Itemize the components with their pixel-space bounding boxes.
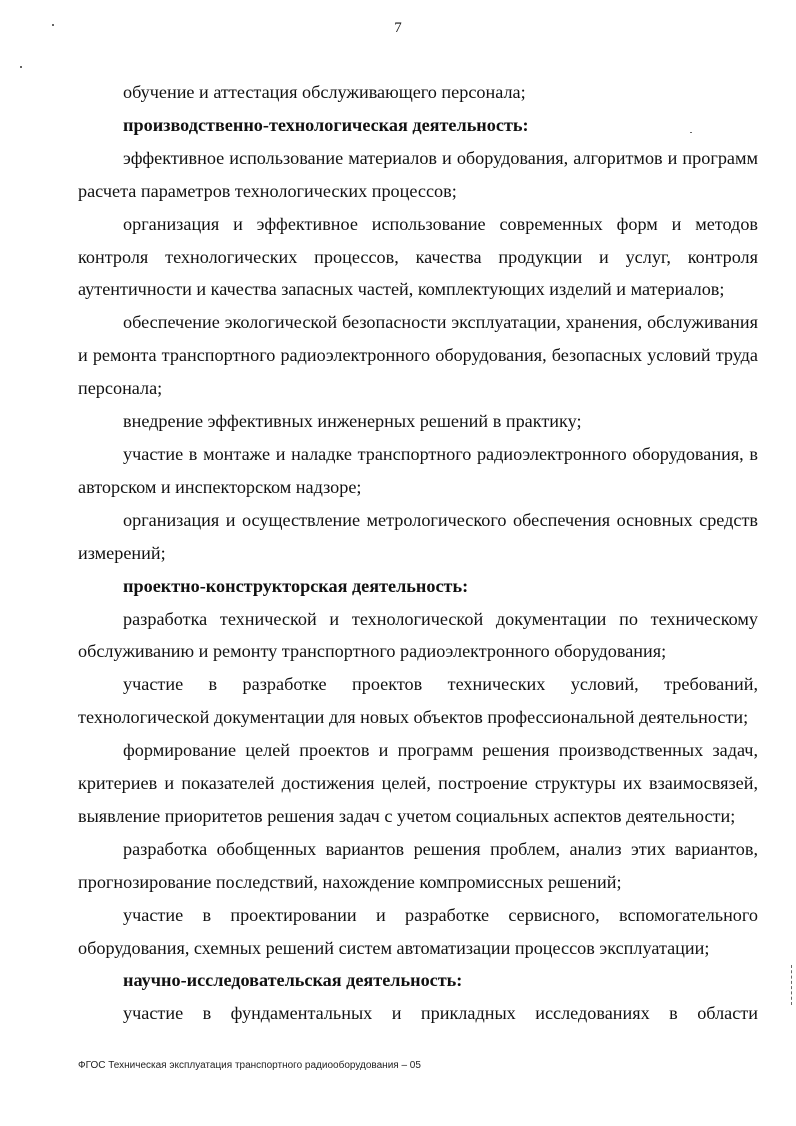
paragraph: организация и осуществление метрологического обеспечения основных средств измерений; [78, 509, 758, 563]
paragraph: участие в проектировании и разработке сервисного, вспомогательного оборудования, схемных решений систем автоматизации процессов эксплуатации; [78, 904, 758, 958]
paragraph: участие в фундаментальных и прикладных исследованиях в области [123, 1003, 758, 1024]
paragraph: участие в монтаже и наладке транспортного радиоэлектронного оборудования, в авторском и инспекторском надзоре; [78, 443, 758, 497]
paragraph: обучение и аттестация обслуживающего персонала; [123, 82, 526, 102]
section-heading: научно-исследовательская деятельность: [123, 970, 463, 991]
paragraph: организация и эффективное использование современных форм и методов контроля технологических процессов, качества продукции и услуг, контроля аутентичности и качества запасных частей, комплектующих изделий и материалов; [78, 213, 758, 300]
paragraph: разработка обобщенных вариантов решения проблем, анализ этих вариантов, прогнозирование последствий, нахождение компромиссных решений; [78, 838, 758, 892]
scan-speck [20, 66, 22, 68]
paragraph: эффективное использование материалов и оборудования, алгоритмов и программ расчета параметров технологических процессов; [78, 147, 758, 201]
paragraph: обеспечение экологической безопасности эксплуатации, хранения, обслуживания и ремонта транспортного радиоэлектронного оборудования, безопасных условий труда персонала; [78, 312, 758, 399]
scan-speck [690, 132, 692, 133]
section-heading: производственно-технологическая деятельность: [123, 114, 529, 135]
scan-edge-marks [790, 965, 792, 1005]
paragraph: участие в разработке проектов технических условий, требований, технологической документации для новых объектов профессиональной деятельности; [78, 674, 758, 728]
paragraph: внедрение эффективных инженерных решений в практику; [123, 411, 582, 432]
paragraph: разработка технической и технологической документации по техническому обслуживанию и ремонту транспортного радиоэлектронного оборудования; [78, 608, 758, 662]
document-body [78, 76, 758, 1030]
section-heading: проектно-конструкторская деятельность: [123, 575, 469, 596]
scan-speck [52, 24, 54, 26]
page-number: 7 [394, 20, 402, 36]
paragraph: формирование целей проектов и программ решения производственных задач, критериев и показателей достижения целей, построение структуры их взаимосвязей, выявление приоритетов решения задач с учетом социальных аспектов деятельности; [78, 740, 758, 826]
page-footer: ФГОС Техническая эксплуатация транспортного радиооборудования – 05 [78, 1060, 421, 1071]
